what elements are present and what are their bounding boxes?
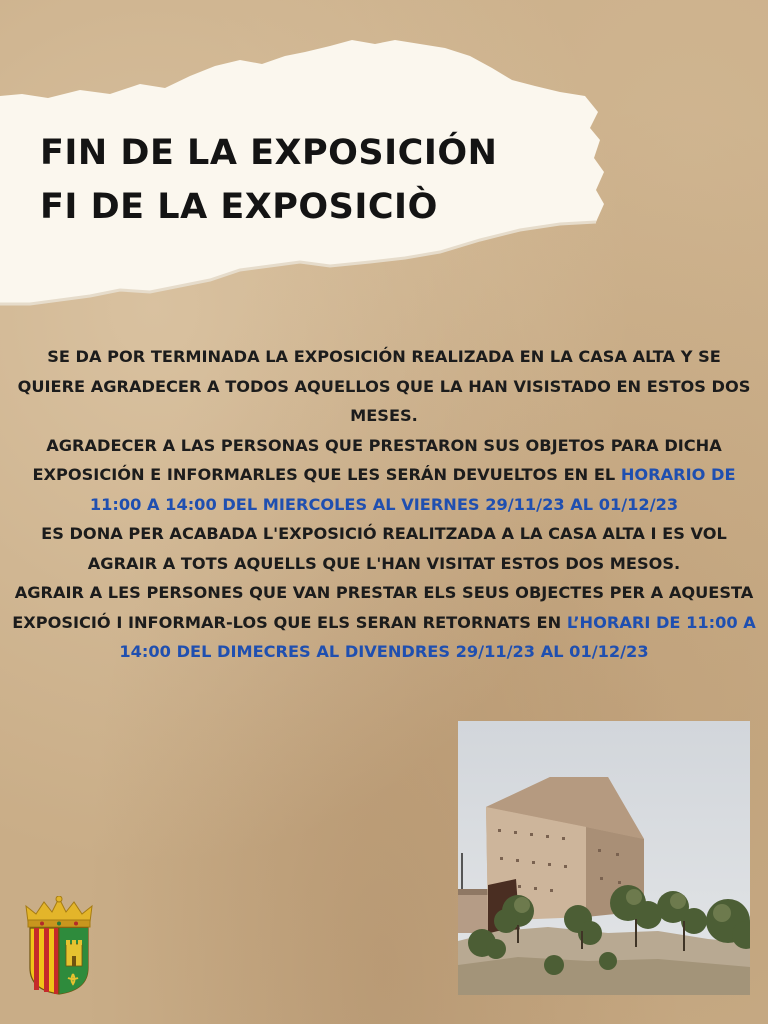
spanish-thanks-text: AGRADECER A LAS PERSONAS QUE PRESTARON SUS OBJETOS PARA DICHA EXPOSICIÓN E INFORMARLES QUE LES SERÁN DEVUELTOS EN EL — [32, 435, 722, 484]
spanish-schedule-text: HORARIO DE 11:00 A 14:00 DEL MIERCOLES AL VIERNES 29/11/23 AL 01/12/23 — [89, 465, 736, 514]
valencian-thanks-paragraph — [12, 578, 756, 667]
casa-alta-tower-photo — [458, 721, 750, 995]
valencian-thanks-text: AGRAIR A LES PERSONES QUE VAN PRESTAR ELS SEUS OBJECTES PER A AQUESTA EXPOSICIÓ I INFORMAR-LOS QUE ELS SERAN RETORNATS EN — [12, 583, 754, 632]
valencian-intro-paragraph: ES DONA PER ACABADA L'EXPOSICIÓ REALITZADA A LA CASA ALTA I ES VOL AGRAIR A TOTS AQUELLS QUE L'HAN VISITAT ESTOS DOS MESOS. — [41, 524, 727, 573]
announcement-text — [12, 342, 756, 667]
title-valencian: FI DE LA EXPOSICIÒ — [40, 187, 438, 227]
spanish-thanks-paragraph — [12, 431, 756, 520]
spanish-intro-paragraph: SE DA POR TERMINADA LA EXPOSICIÓN REALIZADA EN LA CASA ALTA Y SE QUIERE AGRADECER A TODOS AQUELLOS QUE LA HAN VISISTADO EN ESTOS DOS MESES. — [17, 347, 751, 425]
valencian-schedule-text: L’HORARI DE 11:00 A 14:00 DEL DIMECRES AL DIVENDRES 29/11/23 AL 01/12/23 — [119, 612, 756, 661]
municipal-coat-of-arms — [22, 896, 96, 996]
title-spanish: FIN DE LA EXPOSICIÓN — [40, 133, 498, 173]
page-title — [40, 126, 497, 234]
